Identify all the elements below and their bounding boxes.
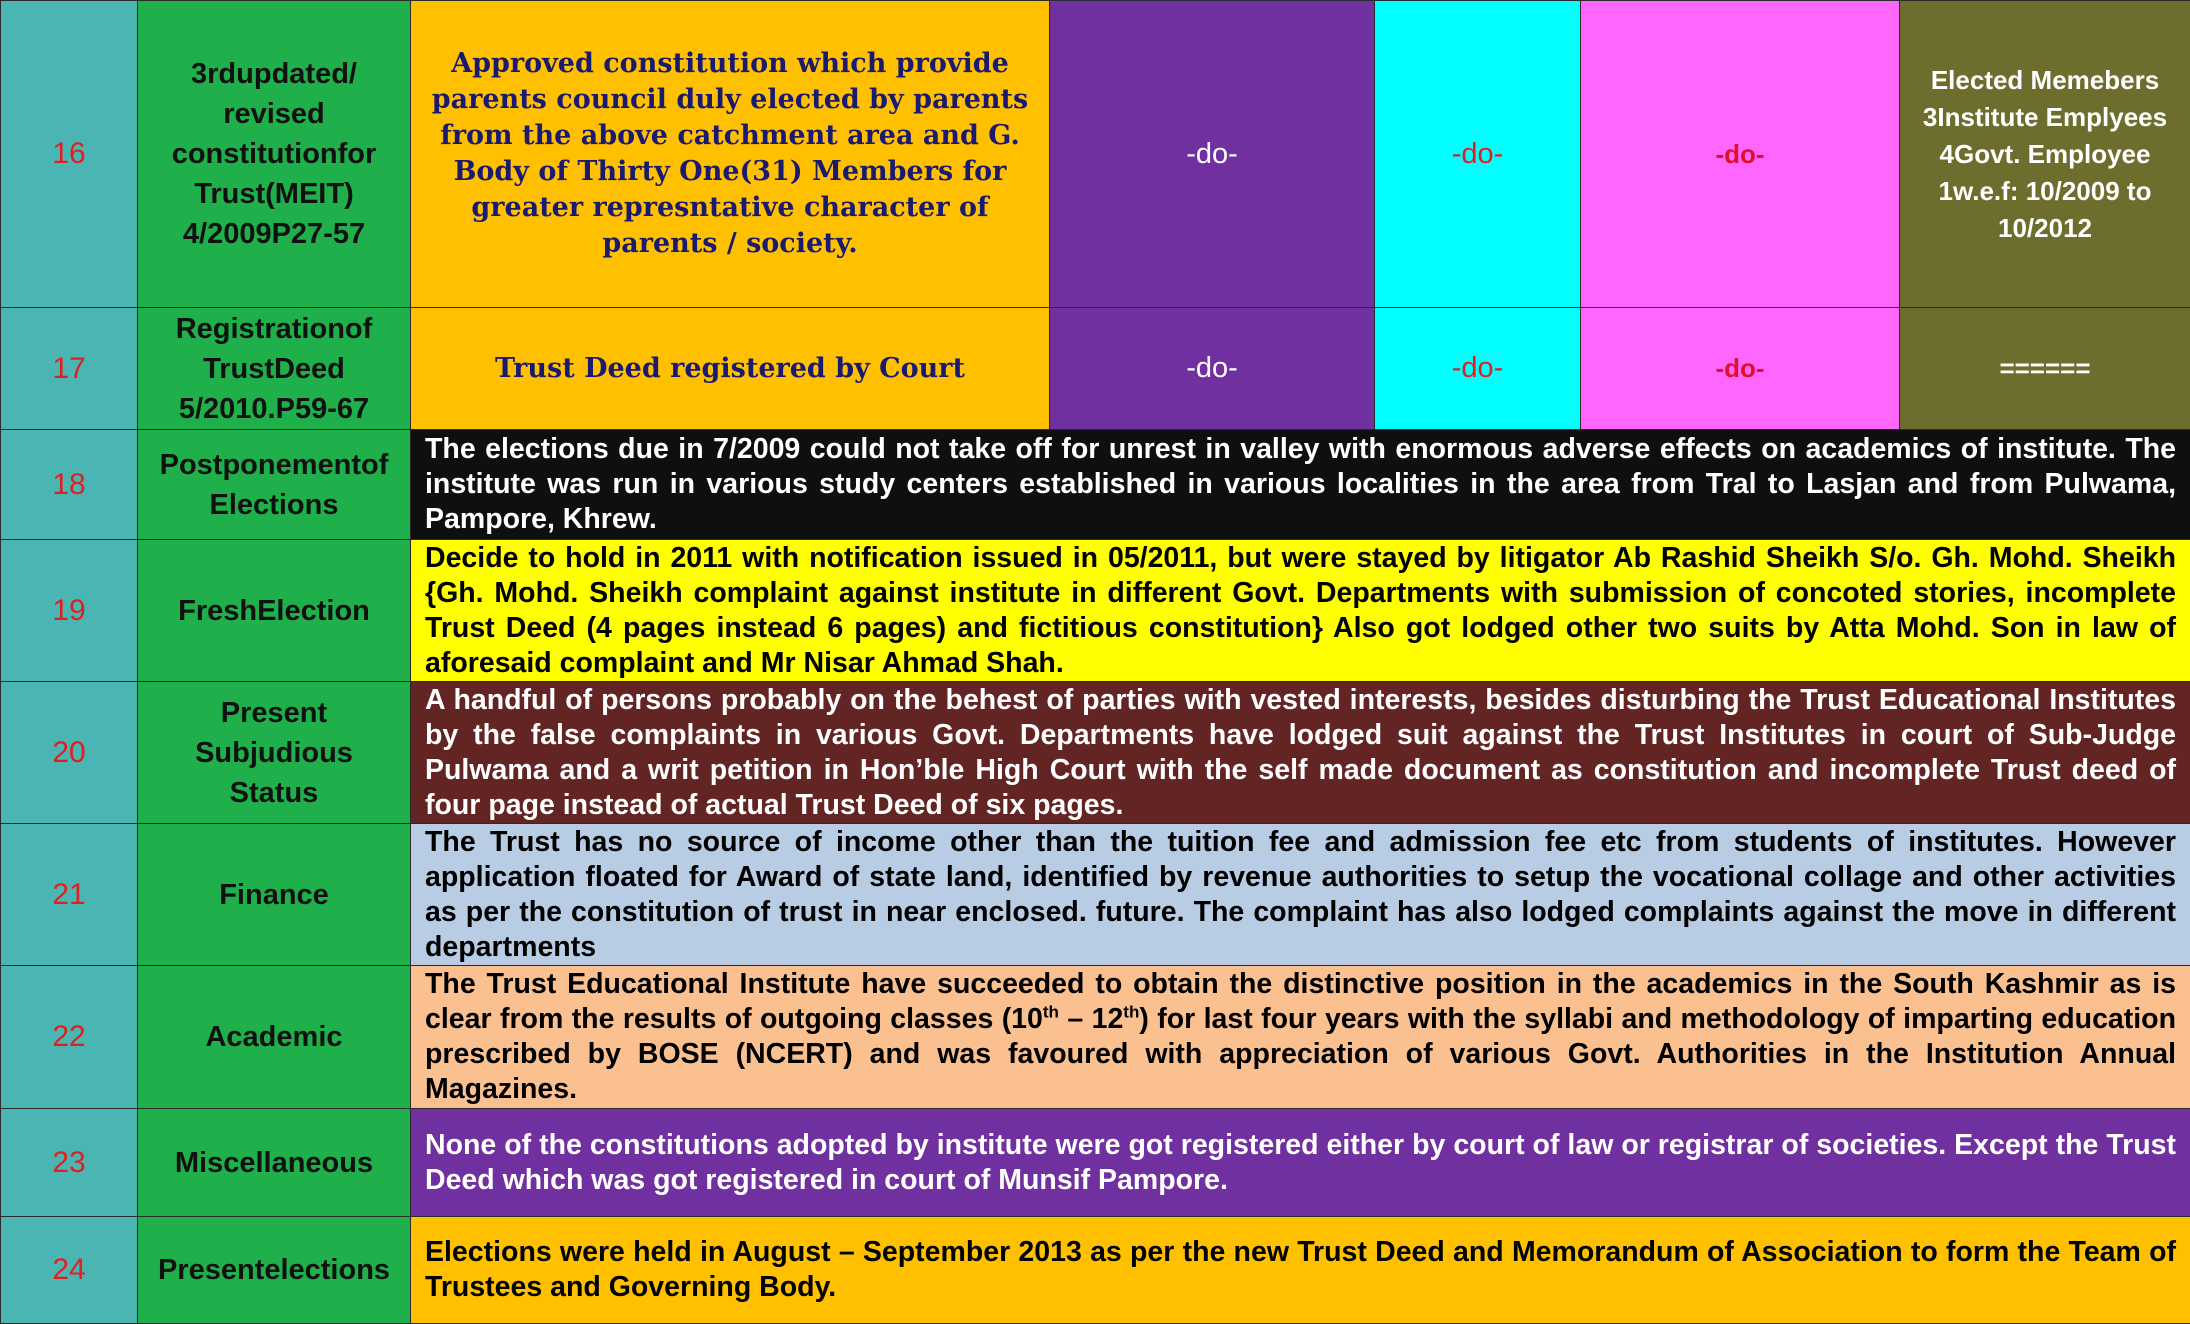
- row-number: 24: [1, 1217, 138, 1324]
- row-details: Elections were held in August – September 2013 as per the new Trust Deed and Memorandum of Association to form the Team of Trustees and Governing Body.: [411, 1217, 2190, 1324]
- subject-line: TrustDeed: [144, 349, 404, 389]
- row-number: 21: [1, 824, 138, 966]
- row-subject: Finance: [138, 824, 411, 966]
- ditto-cell-purple: -do-: [1050, 308, 1375, 430]
- row-subject: Presentelections: [138, 1217, 411, 1324]
- members-line: 1w.e.f: 10/2009 to: [1900, 173, 2190, 210]
- subject-line: Elections: [144, 485, 404, 525]
- ditto-cell-purple: -do-: [1050, 1, 1375, 308]
- row-number: 22: [1, 966, 138, 1109]
- details-text-b: – 12: [1059, 1003, 1123, 1035]
- subject-line: 4/2009P27-57: [144, 214, 404, 254]
- members-line: 10/2012: [1900, 210, 2190, 247]
- table-row-21: [1, 824, 2190, 966]
- table-row-23: [1, 1109, 2190, 1217]
- row-details: A handful of persons probably on the behest of parties with vested interests, besides disturbing the Trust Educational Institutes by the false complaints in various Govt. Departments have lodged suit against the Trust Institutes in court of Sub-Judge Pulwama and a writ petition in Hon’ble High Court with the self made document as constitution and incomplete Trust deed of four page instead of actual Trust Deed of six pages.: [411, 682, 2190, 824]
- subject-line: Registrationof: [144, 309, 404, 349]
- row-subject: [138, 682, 411, 824]
- row-details: None of the constitutions adopted by institute were got registered either by court of law or registrar of societies. Except the Trust Deed which was got registered in court of Munsif Pampore.: [411, 1109, 2190, 1217]
- details-text-c: ) for last four years with the syllabi and methodology of imparting education prescribed by BOSE (NCERT) and was favoured with appreciation of various Govt. Authorities in the Institution Annual Magazines.: [425, 1003, 2176, 1105]
- row-number: 19: [1, 540, 138, 682]
- members-cell: [1900, 1, 2190, 308]
- row-description: Trust Deed registered by Court: [411, 308, 1050, 430]
- table-row-16: [1, 1, 2190, 308]
- ditto-cell-cyan: -do-: [1375, 1, 1581, 308]
- subject-line: Trust(MEIT): [144, 174, 404, 214]
- row-subject: Miscellaneous: [138, 1109, 411, 1217]
- row-subject: [138, 430, 411, 540]
- row-number: 17: [1, 308, 138, 430]
- table-row-18: [1, 430, 2190, 540]
- subject-line: Postponementof: [144, 445, 404, 485]
- subject-line: 3rdupdated/: [144, 54, 404, 94]
- subject-line: revised: [144, 94, 404, 134]
- row-details: The Trust has no source of income other than the tuition fee and admission fee etc from students of institutes. However application floated for Award of state land, identified by revenue authorities to setup the vocational collage and other activities as per the constitution of trust in near enclosed. future. The complaint has also lodged complaints against the move in different departments: [411, 824, 2190, 966]
- subject-line: Subjudious: [144, 733, 404, 773]
- row-number: 23: [1, 1109, 138, 1217]
- subject-line: constitutionfor: [144, 134, 404, 174]
- members-line: Elected Memebers: [1900, 62, 2190, 99]
- row-number: 18: [1, 430, 138, 540]
- table-row-17: [1, 308, 2190, 430]
- row-subject: [138, 1, 411, 308]
- subject-line: Status: [144, 773, 404, 813]
- row-number: 20: [1, 682, 138, 824]
- row-details: Decide to hold in 2011 with notification issued in 05/2011, but were stayed by litigator Ab Rashid Sheikh S/o. Gh. Mohd. Sheikh {Gh. Mohd. Sheikh complaint against institute in different Govt. Departments with submission of concoted stories, incomplete Trust Deed (4 pages instead 6 pages) and fictitious constitution} Also got lodged other two suits by Atta Mohd. Son in law of aforesaid complaint and Mr Nisar Ahmad Shah.: [411, 540, 2190, 682]
- row-subject: [138, 308, 411, 430]
- details-text-a: The Trust Educational Institute have succeeded to obtain the distinctive position in the academics in the South Kashmir as is clear from the results of outgoing classes (10: [425, 968, 2176, 1035]
- ditto-cell-pink: -do-: [1581, 308, 1900, 430]
- table-row-24: [1, 1217, 2190, 1324]
- superscript-th: th: [1123, 1003, 1139, 1022]
- table-row-19: [1, 540, 2190, 682]
- row-details: [411, 966, 2190, 1109]
- ditto-cell-pink: -do-: [1581, 1, 1900, 308]
- superscript-th: th: [1043, 1003, 1059, 1022]
- row-number: 16: [1, 1, 138, 308]
- row-details: The elections due in 7/2009 could not take off for unrest in valley with enormous adverse effects on academics of institute. The institute was run in various study centers established in various localities in the area from Tral to Lasjan and from Pulwama, Pampore, Khrew.: [411, 430, 2190, 540]
- subject-line: Present: [144, 693, 404, 733]
- ditto-cell-cyan: -do-: [1375, 308, 1581, 430]
- table-row-20: [1, 682, 2190, 824]
- row-subject: Academic: [138, 966, 411, 1109]
- subject-line: 5/2010.P59-67: [144, 389, 404, 429]
- members-line: 4Govt. Employee: [1900, 136, 2190, 173]
- table-row-22: [1, 966, 2190, 1109]
- row-subject: FreshElection: [138, 540, 411, 682]
- members-cell: ======: [1900, 308, 2190, 430]
- row-description: Approved constitution which provide parents council duly elected by parents from the above catchment area and G. Body of Thirty One(31) Members for greater represntative character of parents / society.: [411, 1, 1050, 308]
- members-line: 3Institute Emplyees: [1900, 99, 2190, 136]
